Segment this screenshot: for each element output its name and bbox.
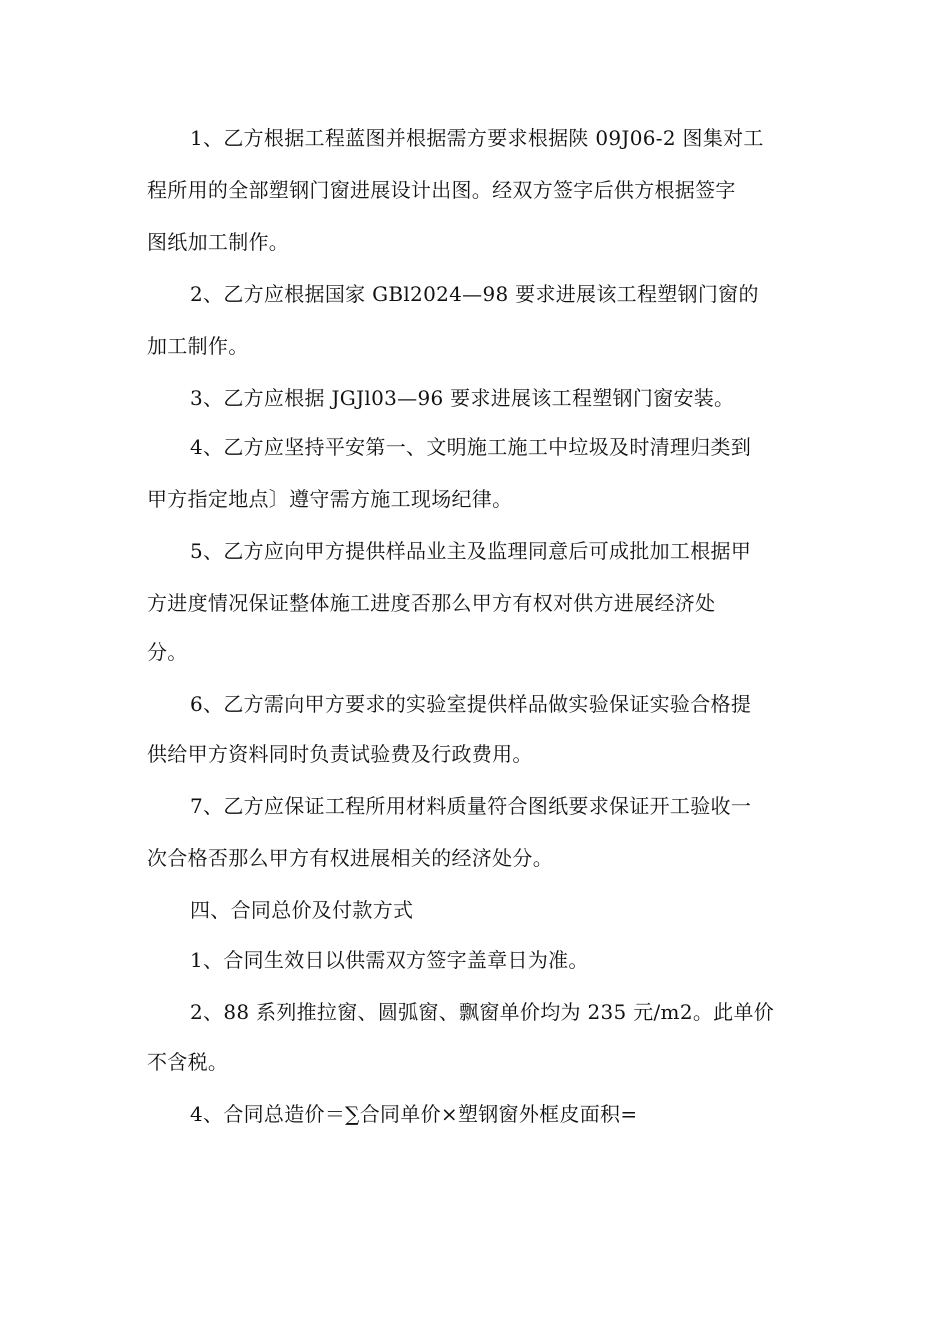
clause-7-line-2: 次合格否那么甲方有权进展相关的经济处分。 — [147, 846, 553, 870]
clause-7-line-1: 7、乙方应保证工程所用材料质量符合图纸要求保证开工验收一 — [190, 794, 752, 818]
payment-item-2-line-1: 2、88 系列推拉窗、圆弧窗、飘窗单价均为 235 元/m2。此单价 — [190, 1000, 775, 1024]
clause-5-line-2: 方进度情况保证整体施工进度否那么甲方有权对供方进展经济处 — [147, 591, 716, 615]
payment-item-2-line-2: 不含税。 — [147, 1050, 229, 1074]
payment-item-4: 4、合同总造价＝∑合同单价×塑钢窗外框皮面积= — [190, 1102, 638, 1126]
section-heading: 四、合同总价及付款方式 — [190, 898, 414, 922]
clause-5-line-3: 分。 — [147, 640, 188, 664]
clause-2-line-2: 加工制作。 — [147, 334, 249, 358]
clause-2-line-1: 2、乙方应根据国家 GBl2024—98 要求进展该工程塑钢门窗的 — [190, 282, 759, 306]
clause-4-line-2: 甲方指定地点〕遵守需方施工现场纪律。 — [147, 487, 513, 511]
clause-1-line-1: 1、乙方根据工程蓝图并根据需方要求根据陕 09J06-2 图集对工 — [190, 126, 764, 150]
clause-4-line-1: 4、乙方应坚持平安第一、文明施工施工中垃圾及时清理归类到 — [190, 435, 752, 459]
clause-5-line-1: 5、乙方应向甲方提供样品业主及监理同意后可成批加工根据甲 — [190, 539, 752, 563]
clause-1-line-3: 图纸加工制作。 — [147, 230, 290, 254]
clause-6-line-1: 6、乙方需向甲方要求的实验室提供样品做实验保证实验合格提 — [190, 692, 752, 716]
clause-1-line-2: 程所用的全部塑钢门窗进展设计出图。经双方签字后供方根据签字 — [147, 178, 736, 202]
clause-3-line-1: 3、乙方应根据 JGJl03—96 要求进展该工程塑钢门窗安装。 — [190, 386, 735, 410]
payment-item-1: 1、合同生效日以供需双方签字盖章日为准。 — [190, 948, 589, 972]
clause-6-line-2: 供给甲方资料同时负责试验费及行政费用。 — [147, 742, 533, 766]
